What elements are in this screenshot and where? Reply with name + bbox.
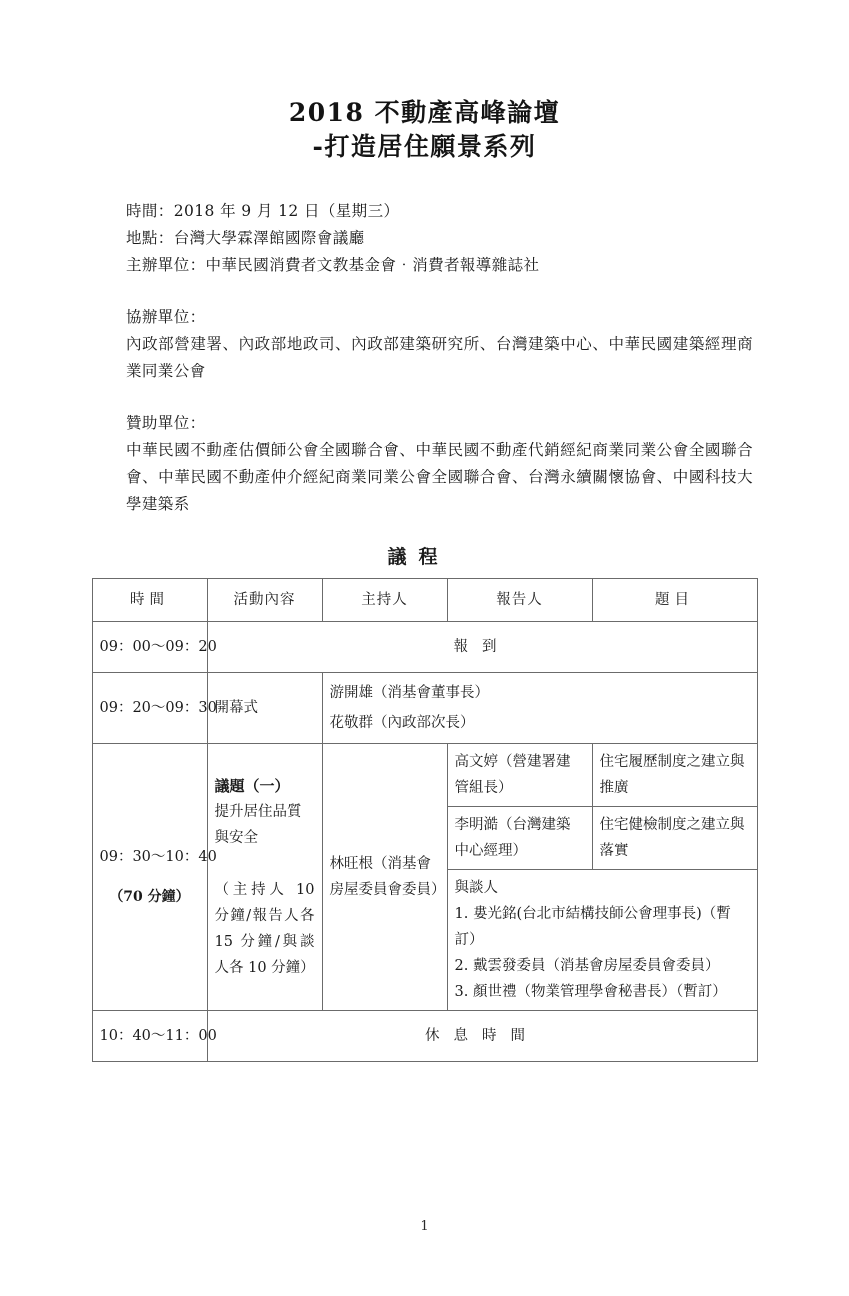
- page-title: [0, 96, 849, 164]
- table-row: [92, 673, 757, 744]
- panel-item-1: 1. 婁光銘(台北市結構技師公會理事長)（暫訂）: [454, 906, 731, 948]
- session1-topic-2: 住宅健檢制度之建立與落實: [592, 807, 757, 870]
- title-line-2: -打造居住願景系列: [312, 132, 537, 161]
- panel-heading: 與談人: [454, 880, 498, 896]
- event-info: [126, 198, 753, 518]
- session1-speaker-1: 高文婷（營建署建管組長）: [447, 744, 592, 807]
- panel-item-3: 3. 顏世禮（物業管理學會秘書長）（暫訂）: [454, 984, 727, 1000]
- table-row: [92, 744, 757, 807]
- document-page: [0, 96, 849, 1296]
- coorganizer-label: 協辦單位：: [126, 308, 206, 326]
- table-row: [92, 622, 757, 673]
- column-header-topic: 題目: [592, 579, 757, 622]
- sponsor-group: [126, 410, 753, 518]
- column-header-moderator: 主持人: [322, 579, 447, 622]
- session1-timing: （主持人 10 分鐘/報告人各 15 分鐘/與談人各 10 分鐘）: [214, 882, 315, 976]
- opening-person-1: 游開雄（消基會董事長）: [329, 685, 489, 701]
- session1-duration: （70 分鐘）: [109, 889, 190, 905]
- registration-time: 09：00～09：20: [92, 622, 207, 673]
- table-row: [92, 1011, 757, 1062]
- opening-person-2: 花敬群（內政部次長）: [329, 715, 475, 731]
- session1-topic-1: 住宅履歷制度之建立與推廣: [592, 744, 757, 807]
- session1-activity: [207, 744, 322, 1011]
- table-header-row: [92, 579, 757, 622]
- session1-time: [92, 744, 217, 1011]
- panel-item-2: 2. 戴雲發委員（消基會房屋委員會委員）: [454, 958, 720, 974]
- column-header-time: 時間: [92, 579, 207, 622]
- session1-moderator: 林旺根（消基會房屋委員會委員）: [322, 744, 447, 1011]
- event-venue: 地點：台灣大學霖澤館國際會議廳: [126, 229, 365, 247]
- session1-topic-sub: 提升居住品質與安全: [214, 804, 302, 846]
- opening-persons: [322, 673, 757, 744]
- session1-speaker-2: 李明澔（台灣建築中心經理）: [447, 807, 592, 870]
- registration-label: 報到: [207, 622, 757, 673]
- sponsor-body: 中華民國不動產估價師公會全國聯合會、中華民國不動產代銷經紀商業同業公會全國聯合會、中華民國不動產仲介經紀商業同業公會全國聯合會、台灣永續關懷協會、中國科技大學建築系: [126, 441, 753, 513]
- agenda-table: [92, 578, 758, 1062]
- event-time: 時間：2018 年 9 月 12 日（星期三）: [126, 202, 400, 220]
- break-time: 10：40～11：00: [92, 1011, 207, 1062]
- coorganizer-body: 內政部營建署、內政部地政司、內政部建築研究所、台灣建築中心、中華民國建築經理商業同業公會: [126, 335, 753, 380]
- agenda-heading: 議程: [387, 546, 450, 568]
- session1-topic-title: 議題（一）: [214, 777, 290, 795]
- session1-time-range: 09：30～10：40: [99, 849, 217, 865]
- event-organizer: 主辦單位：中華民國消費者文教基金會‧消費者報導雜誌社: [126, 256, 540, 274]
- break-label: 休息時間: [207, 1011, 757, 1062]
- column-header-speaker: 報告人: [447, 579, 592, 622]
- sponsor-label: 贊助單位：: [126, 414, 206, 432]
- session1-panel: [447, 870, 757, 1011]
- column-header-activity: 活動內容: [207, 579, 322, 622]
- page-number: 1: [420, 1219, 429, 1234]
- opening-time: 09：20～09：30: [92, 673, 207, 744]
- opening-activity: 開幕式: [207, 673, 322, 744]
- title-line-1: 2018 不動產高峰論壇: [288, 98, 561, 127]
- coorganizer-group: [126, 304, 753, 385]
